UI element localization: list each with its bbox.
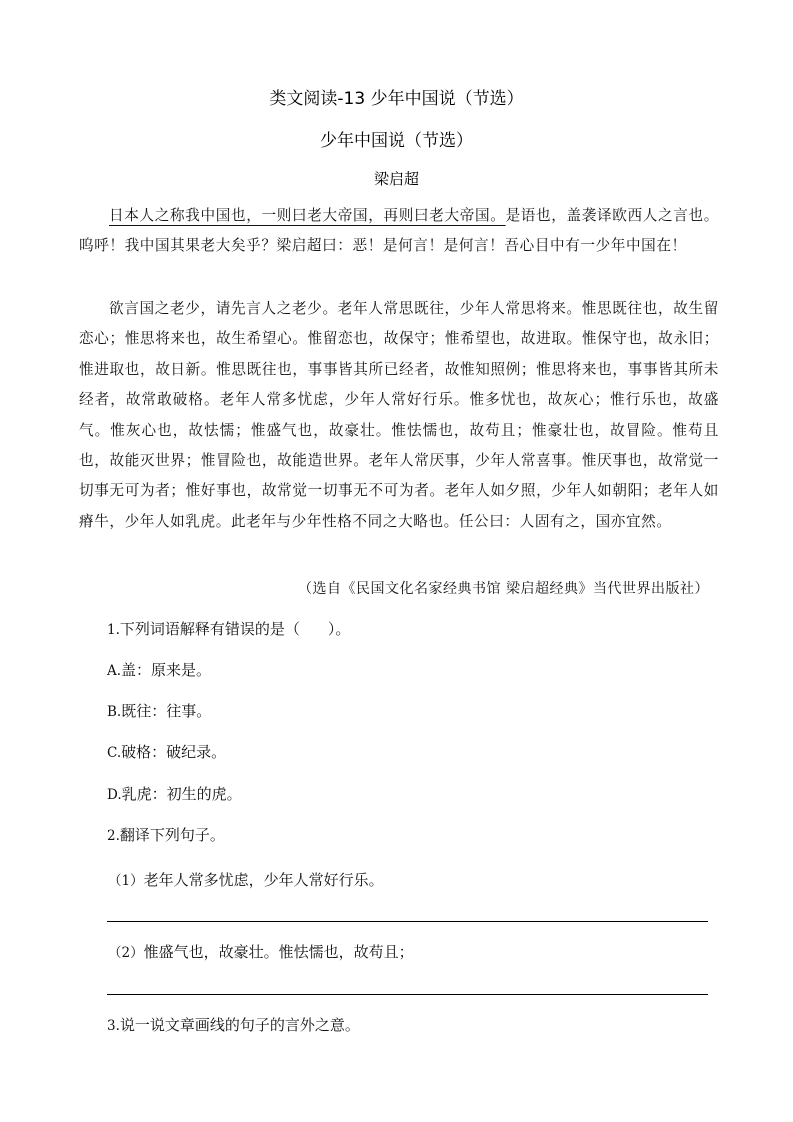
option-d[interactable] [107,783,242,804]
option-text: 盖：原来是。 [121,661,212,679]
question-number: 1. [107,622,120,638]
option-c[interactable] [107,741,226,762]
question-2-item-2 [108,941,414,962]
question-2-item-1 [108,869,384,890]
option-label: B. [107,704,122,720]
answer-line-2[interactable] [107,994,708,995]
paragraph-text: 欲言国之老少，请先言人之老少。老年人常思既往，少年人常思将来。惟思既往也，故生留恋心；惟思将来也，故生希望心。惟留恋也，故保守；惟希望也，故进取。惟保守也，故永旧；惟进取也，故日新。惟思既往也，事事皆其所已经者，故惟知照例；惟思将来也，事事皆其所未经者，故常敢破格。老年人常多忧虑，少年人常好行乐。惟多忧也，故灰心；惟行乐也，故盛气。惟灰心也，故怯懦；惟盛气也，故豪壮。惟怯懦也，故苟且；惟豪壮也，故冒险。惟苟且也，故能灭世界；惟冒险也，故能造世界。老年人常厌事，少年人常喜事。惟厌事也，故常觉一切事无可为者；惟好事也，故常觉一切事无不可为者。老年人如夕照，少年人如朝阳；老年人如瘠牛，少年人如乳虎。此老年与少年性格不同之大略也。任公曰：人固有之，国亦宜然。 [79,300,719,530]
source-citation: （选自《民国文化名家经典书馆 梁启超经典》当代世界出版社） [298,581,709,597]
question-text: 下列词语解释有错误的是（ [119,620,300,638]
option-label: D. [107,787,122,803]
question-text-end: ）。 [327,620,351,638]
passage-paragraph-2 [79,294,719,537]
paragraph-text: 是语也，盖袭译欧西人之言也。呜呼！我中国其果老大矣乎？梁启超曰：恶！是何言！是何言！吾心目中有一少年中国在！ [79,207,720,255]
passage-paragraph-1 [79,201,719,262]
option-a[interactable] [107,659,211,680]
underlined-sentence: 日本人之称我中国也，一则曰老大帝国，再则曰老大帝国。 [109,207,506,224]
question-3-stem [107,1014,360,1035]
item-text: 老年人常多忧虑，少年人常好行乐。 [143,871,384,889]
question-text: 说一说文章画线的句子的言外之意。 [119,1016,360,1034]
document-title: 类文阅读-13 少年中国说（节选） [269,89,524,109]
item-text: 惟盛气也，故豪壮。惟怯懦也，故苟且； [143,943,414,961]
passage-title: 少年中国说（节选） [320,131,473,151]
option-label: A. [107,663,122,679]
question-number: 3. [107,1018,120,1034]
question-1-stem [107,618,350,639]
option-label: C. [107,745,122,761]
question-text: 翻译下列句子。 [119,826,225,844]
option-b[interactable] [107,700,211,721]
option-text: 破格：破纪录。 [121,743,227,761]
question-number: 2. [107,828,120,844]
answer-line-1[interactable] [107,921,708,922]
option-text: 既往：往事。 [121,702,212,720]
item-label: （2） [108,945,144,961]
author-name: 梁启超 [373,170,419,188]
question-2-stem [107,824,225,845]
item-label: （1） [108,873,144,889]
option-text: 乳虎：初生的虎。 [121,785,242,803]
